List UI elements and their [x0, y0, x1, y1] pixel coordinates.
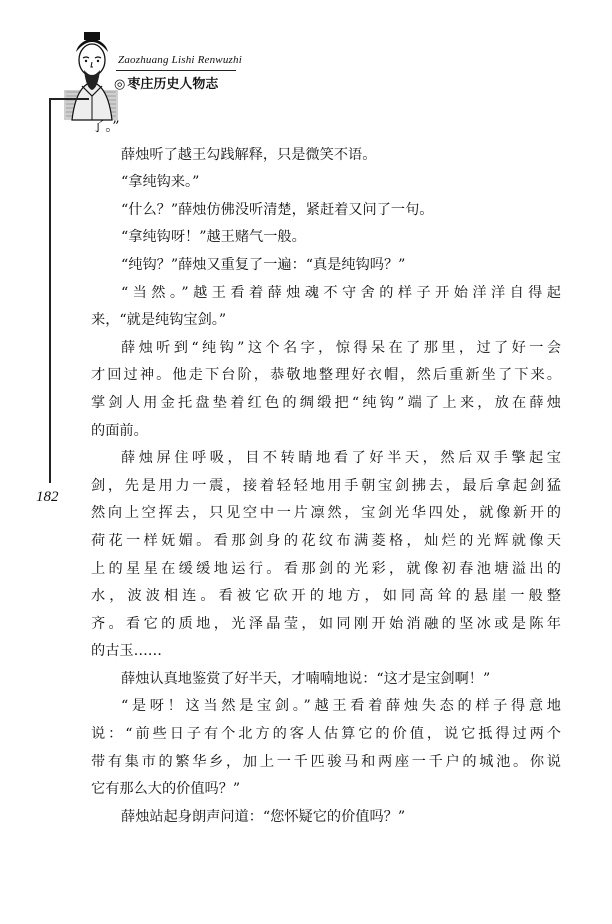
series-pinyin-title: Zaozhuang Lishi Renwuzhi [118, 54, 242, 66]
text-line: “拿纯钩来。” [121, 174, 200, 191]
text-line: 薛烛屏住呼吸，目不转睛地看了好半天，然后双手擎起宝 [121, 450, 561, 467]
text-line: 了。” [91, 119, 120, 135]
text-line: 带有集市的繁华乡，加上一千匹骏马和两座一千户的城池。你说 [91, 753, 561, 770]
text-line: “是呀！这当然是宝剑。”越王看着薛烛失态的样子得意地 [121, 698, 561, 715]
margin-rule [49, 98, 51, 483]
text-line: 齐。看它的质地，光泽晶莹，如同刚开始消融的坚冰或是陈年 [91, 615, 561, 632]
header-divider [116, 70, 236, 71]
text-line: 来，“就是纯钩宝剑。” [91, 312, 227, 329]
text-line: 剑，先是用力一震，接着轻轻地用手朝宝剑拂去，最后拿起剑猛 [91, 477, 561, 494]
text-line: 薛烛听到“纯钩”这个名字，惊得呆在了那里，过了好一会 [121, 339, 561, 356]
text-line: “纯钩？”薛烛又重复了一遍：“真是纯钩吗？” [121, 256, 406, 273]
text-line: 荷花一样妩媚。看那剑身的花纹布满菱格，灿烂的光辉就像天 [91, 532, 561, 549]
text-line: “拿纯钩呀！”越王赌气一般。 [121, 229, 306, 246]
text-line: 掌剑人用金托盘垫着红色的绸缎把“纯钩”端了上来，放在薛烛 [91, 394, 561, 411]
text-line: 它有那么大的价值吗？” [91, 781, 241, 798]
series-mark-icon: ◎ [114, 77, 126, 92]
series-title-text: 枣庄历史人物志 [127, 77, 219, 92]
text-line: 的古玉…… [91, 643, 162, 660]
margin-rule-hook [49, 98, 89, 100]
page-number: 182 [36, 489, 59, 505]
text-line: “当然。”越王看着薛烛魂不守舍的样子开始洋洋自得起 [121, 284, 561, 301]
text-line: “什么？”薛烛仿佛没听清楚，紧赶着又问了一句。 [121, 201, 434, 218]
text-line: 水，波波相连。看被它砍开的地方，如同高耸的悬崖一般整 [91, 588, 561, 605]
text-line: 的面前。 [91, 422, 148, 439]
text-line: 上的星星在缓缓地运行。看那剑的光彩，就像初春池塘溢出的 [91, 560, 561, 577]
text-line: 薛烛听了越王勾践解释，只是微笑不语。 [121, 146, 377, 163]
body-text [91, 114, 561, 831]
text-line: 薛烛站起身朗声问道：“您怀疑它的价值吗？” [121, 808, 406, 825]
running-header [62, 30, 302, 122]
text-line: 说：“前些日子有个北方的客人估算它的价值，说它抵得过两个 [91, 726, 561, 743]
series-title [114, 73, 218, 92]
text-line: 然向上空挥去，只见空中一片凛然，宝剑光华四处，就像新开的 [91, 505, 561, 522]
text-line: 薛烛认真地鉴赏了好半天，才喃喃地说：“这才是宝剑啊！” [121, 670, 491, 687]
text-line: 才回过神。他走下台阶，恭敬地整理好衣帽，然后重新坐了下来。 [91, 367, 561, 384]
